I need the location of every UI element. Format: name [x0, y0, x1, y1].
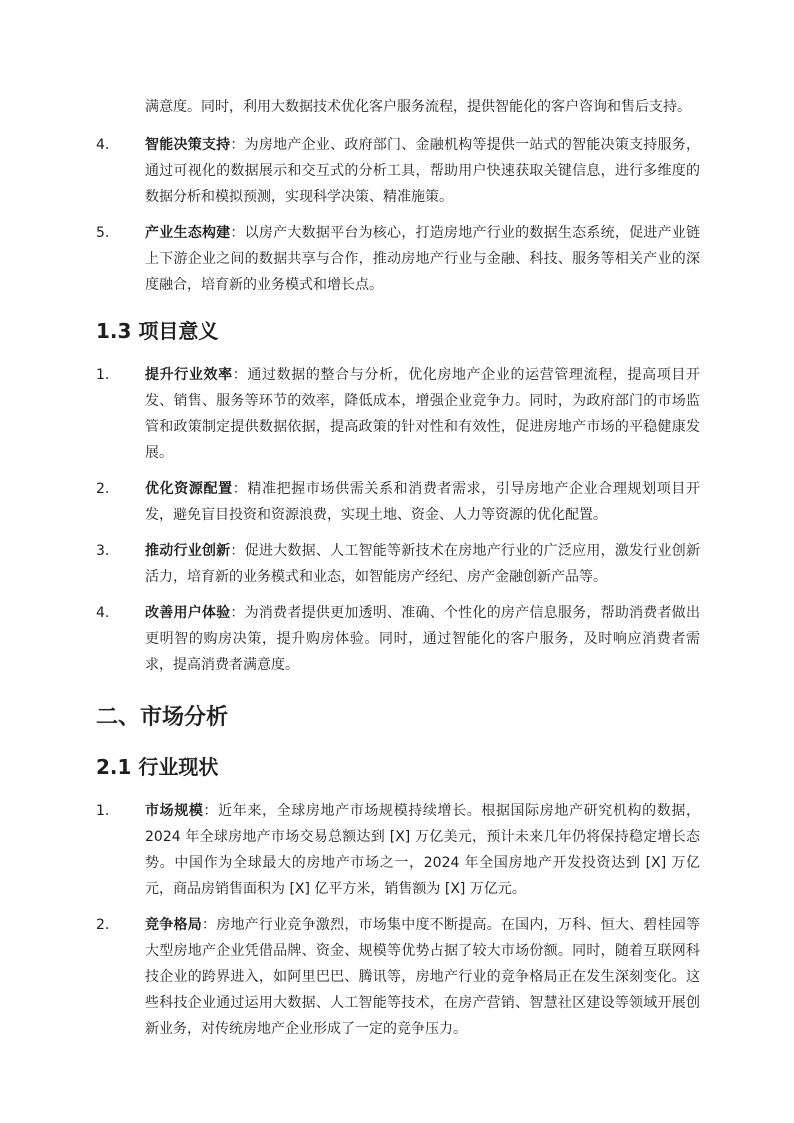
list-number: 1. — [96, 803, 110, 819]
list-body: 为房地产企业、政府部门、金融机构等提供一站式的智能决策支持服务，通过可视化的数据展示和交互式的分析工具，帮助用户快速获取关键信息，进行多维度的数据分析和模拟预测，实现科学决策、精准施策。 — [145, 137, 701, 205]
list-number: 2. — [96, 917, 110, 933]
list-item: 4. 智能决策支持：为房地产企业、政府部门、金融机构等提供一站式的智能决策支持服务，通过可视化的数据展示和交互式的分析工具，帮助用户快速获取关键信息，进行多维度的数据分析和模拟预测，实现科学决策、精准施策。 — [96, 132, 700, 210]
list-number: 3. — [96, 543, 110, 559]
list-body: 促进大数据、人工智能等新技术在房地产行业的广泛应用，激发行业创新活力，培育新的业务模式和业态，如智能房产经纪、房产金融创新产品等。 — [145, 543, 701, 585]
document-content — [96, 94, 700, 1052]
list-industry-status — [96, 798, 700, 1042]
list-number: 4. — [96, 605, 110, 621]
chapter-heading-2: 二、市场分析 — [96, 705, 229, 730]
section-heading-2-1: 2.1 行业现状 — [96, 755, 219, 779]
list-term: 推动行业创新 — [145, 543, 231, 559]
list-project-significance — [96, 362, 700, 678]
list-number: 2. — [96, 481, 110, 497]
list-item: 5. 产业生态构建：以房产大数据平台为核心，打造房地产行业的数据生态系统，促进产业链上下游企业之间的数据共享与合作，推动房地产行业与金融、科技、服务等相关产业的深度融合，培育新的业务模式和增长点。 — [96, 220, 700, 298]
list-body: 精准把握市场供需关系和消费者需求，引导房地产企业合理规划项目开发，避免盲目投资和资源浪费，实现土地、资金、人力等资源的优化配置。 — [145, 481, 701, 523]
list-term: 智能决策支持 — [145, 137, 231, 153]
list-body: 以房产大数据平台为核心，打造房地产行业的数据生态系统，促进产业链上下游企业之间的数据共享与合作，推动房地产行业与金融、科技、服务等相关产业的深度融合，培育新的业务模式和增长点。 — [145, 225, 701, 293]
list-term: 市场规模 — [145, 803, 204, 819]
list-goals-continued — [96, 132, 700, 298]
list-body: 房地产行业竞争激烈，市场集中度不断提高。在国内，万科、恒大、碧桂园等大型房地产企业凭借品牌、资金、规模等优势占据了较大市场份额。同时，随着互联网科技企业的跨界进入，如阿里巴巴、腾讯等，房地产行业的竞争格局正在发生深刻变化。这些科技企业通过运用大数据、人工智能等技术，在房产营销、智慧社区建设等领域开展创新业务，对传统房地产企业形成了一定的竞争压力。 — [145, 917, 701, 1037]
list-body: 近年来，全球房地产市场规模持续增长。根据国际房地产研究机构的数据，2024 年全球房地产市场交易总额达到 [X] 万亿美元，预计未来几年仍将保持稳定增长态势。中国作为全球最大的房地产市场之一，2024 年全国房地产开发投资达到 [X] 万亿元，商品房销售面积为 [X] 亿平方米，销售额为 [X] 万亿元。 — [145, 803, 701, 897]
list-term: 改善用户体验 — [145, 605, 231, 621]
list-body: 通过数据的整合与分析，优化房地产企业的运营管理流程，提高项目开发、销售、服务等环节的效率，降低成本，增强企业竞争力。同时，为政府部门的市场监管和政策制定提供数据依据，提高政策的针对性和有效性，促进房地产市场的平稳健康发展。 — [145, 367, 701, 461]
list-item: 3. 推动行业创新：促进大数据、人工智能等新技术在房地产行业的广泛应用，激发行业创新活力，培育新的业务模式和业态，如智能房产经纪、房产金融创新产品等。 — [96, 538, 700, 590]
list-body: 为消费者提供更加透明、准确、个性化的房产信息服务，帮助消费者做出更明智的购房决策，提升购房体验。同时，通过智能化的客户服务，及时响应消费者需求，提高消费者满意度。 — [145, 605, 701, 673]
list-item: 1. 市场规模：近年来，全球房地产市场规模持续增长。根据国际房地产研究机构的数据，2024 年全球房地产市场交易总额达到 [X] 万亿美元，预计未来几年仍将保持稳定增长态势。中国作为全球最大的房地产市场之一，2024 年全国房地产开发投资达到 [X] 万亿元，商品房销售面积为 [X] 亿平方米，销售额为 [X] 万亿元。 — [96, 798, 700, 902]
list-number: 1. — [96, 367, 110, 383]
list-item: 1. 提升行业效率：通过数据的整合与分析，优化房地产企业的运营管理流程，提高项目开发、销售、服务等环节的效率，降低成本，增强企业竞争力。同时，为政府部门的市场监管和政策制定提供数据依据，提高政策的针对性和有效性，促进房地产市场的平稳健康发展。 — [96, 362, 700, 466]
list-number: 4. — [96, 137, 110, 153]
list-term: 竞争格局 — [145, 917, 202, 933]
list-item: 2. 竞争格局：房地产行业竞争激烈，市场集中度不断提高。在国内，万科、恒大、碧桂园等大型房地产企业凭借品牌、资金、规模等优势占据了较大市场份额。同时，随着互联网科技企业的跨界进入，如阿里巴巴、腾讯等，房地产行业的竞争格局正在发生深刻变化。这些科技企业通过运用大数据、人工智能等技术，在房产营销、智慧社区建设等领域开展创新业务，对传统房地产企业形成了一定的竞争压力。 — [96, 912, 700, 1042]
continued-paragraph: 满意度。同时，利用大数据技术优化客户服务流程，提供智能化的客户咨询和售后支持。 — [145, 99, 691, 115]
list-number: 5. — [96, 225, 110, 241]
list-term: 提升行业效率 — [145, 367, 233, 383]
list-item: 4. 改善用户体验：为消费者提供更加透明、准确、个性化的房产信息服务，帮助消费者做出更明智的购房决策，提升购房体验。同时，通过智能化的客户服务，及时响应消费者需求，提高消费者满意度。 — [96, 600, 700, 678]
list-term: 优化资源配置 — [145, 481, 233, 497]
section-heading-1-3: 1.3 项目意义 — [96, 319, 219, 343]
list-item: 2. 优化资源配置：精准把握市场供需关系和消费者需求，引导房地产企业合理规划项目开发，避免盲目投资和资源浪费，实现土地、资金、人力等资源的优化配置。 — [96, 476, 700, 528]
list-term: 产业生态构建 — [145, 225, 231, 241]
